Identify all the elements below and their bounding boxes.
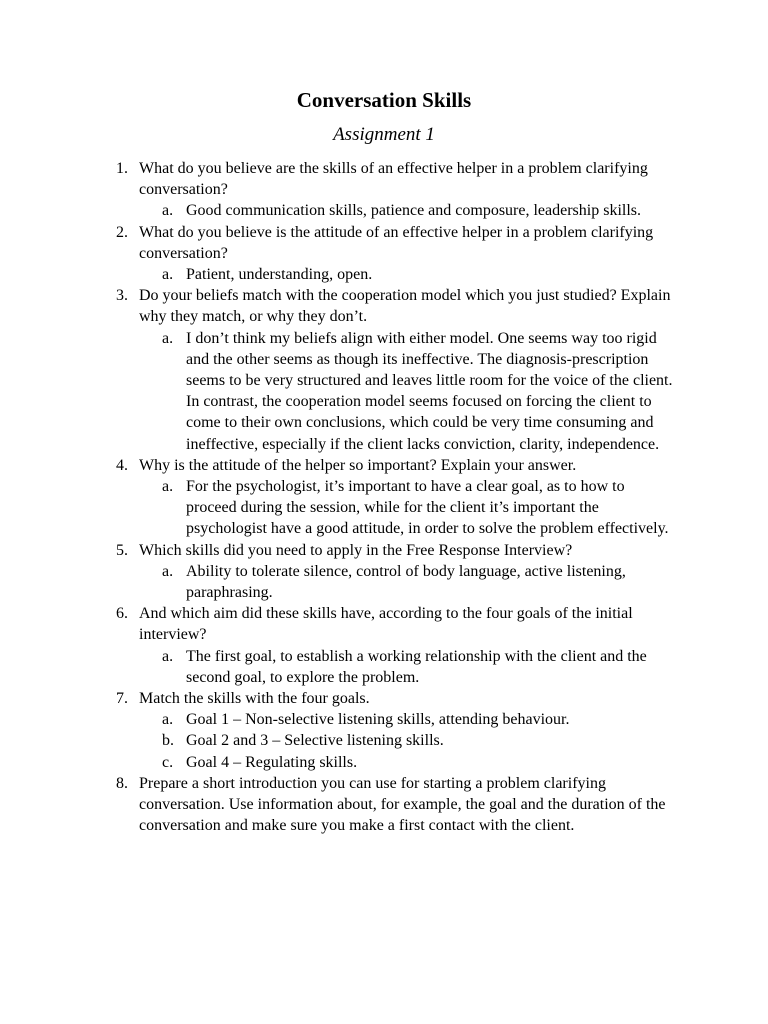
answer-letter: a. [162, 266, 174, 284]
answer-item [139, 646, 676, 688]
answer-letter: a. [162, 202, 174, 220]
answer-text: The first goal, to establish a working relationship with the client and the second goal, to explore the problem. [186, 647, 647, 686]
answer-text: Ability to tolerate silence, control of body language, active listening, paraphrasing. [186, 562, 626, 602]
answer-letter: a. [162, 711, 174, 729]
question-text: What do you believe are the skills of an effective helper in a problem clarifying conversation? [139, 160, 648, 199]
answer-list [139, 200, 679, 221]
question-number: 2. [116, 223, 128, 241]
question-text: What do you believe is the attitude of an effective helper in a problem clarifying conversation? [139, 223, 654, 262]
question-text: Why is the attitude of the helper so important? Explain your answer. [139, 456, 577, 474]
question-item [0, 222, 679, 286]
document-subtitle: Assignment 1 [333, 124, 435, 145]
question-number: 7. [116, 690, 128, 708]
question-number: 3. [116, 287, 128, 305]
question-number: 1. [116, 160, 128, 177]
answer-letter: c. [162, 753, 174, 771]
question-item [0, 688, 679, 773]
answer-letter: a. [162, 478, 174, 496]
answer-item [139, 200, 676, 221]
question-item [0, 285, 679, 455]
answer-text: Good communication skills, patience and composure, leadership skills. [186, 202, 642, 220]
question-text: Prepare a short introduction you can use for starting a problem clarifying conversation. Use information about, for example, the goal and the duration of the conversation and make sure you make a first contact with the client. [139, 774, 666, 835]
answer-letter: b. [162, 732, 174, 750]
answer-letter: a. [162, 562, 174, 580]
answer-text: For the psychologist, it’s important to have a clear goal, as to how to proceed during the session, while for the client it’s important the psychologist have a good attitude, in order to solve the problem effectively. [186, 478, 669, 538]
question-text: Match the skills with the four goals. [139, 690, 370, 708]
answer-letter: a. [162, 329, 174, 347]
answer-text: Goal 1 – Non-selective listening skills, attending behaviour. [186, 711, 570, 729]
answer-text: Patient, understanding, open. [186, 266, 373, 284]
question-item [0, 773, 679, 837]
answer-list [139, 709, 679, 773]
answer-item [139, 476, 676, 540]
answer-text: Goal 2 and 3 – Selective listening skills. [186, 732, 444, 750]
question-number: 6. [116, 605, 128, 623]
answer-list [139, 328, 679, 455]
question-item [0, 158, 679, 222]
question-item [0, 603, 679, 688]
question-number: 5. [116, 541, 128, 559]
answer-item [139, 709, 676, 730]
document-title: Conversation Skills [296, 88, 472, 112]
question-item [0, 455, 679, 540]
answer-item [139, 730, 676, 751]
question-text: Which skills did you need to apply in the Free Response Interview? [139, 541, 573, 559]
answer-text: I don’t think my beliefs align with either model. One seems way too rigid and the other seems as though its ineffective. The diagnosis-prescription seems to be very structured and leaves little room for the voice of the client. In contrast, the cooperation model seems focused on forcing the client to come to their own conclusions, which could be very time consuming and ineffective, especially if the client lacks conviction, clarity, independence. [186, 329, 673, 453]
answer-list [139, 264, 679, 285]
question-list [0, 158, 768, 837]
question-number: 4. [116, 456, 128, 474]
answer-item [139, 561, 676, 603]
answer-list [139, 646, 679, 688]
answer-item [139, 264, 676, 285]
answer-list [139, 476, 679, 540]
answer-list [139, 561, 679, 603]
answer-item [139, 328, 676, 455]
question-number: 8. [116, 774, 128, 792]
question-text: And which aim did these skills have, according to the four goals of the initial interview? [139, 605, 633, 644]
question-item [0, 540, 679, 604]
answer-text: Goal 4 – Regulating skills. [186, 753, 358, 771]
question-text: Do your beliefs match with the cooperation model which you just studied? Explain why they match, or why they don’t. [139, 287, 671, 326]
answer-letter: a. [162, 647, 174, 665]
answer-item [139, 752, 676, 773]
